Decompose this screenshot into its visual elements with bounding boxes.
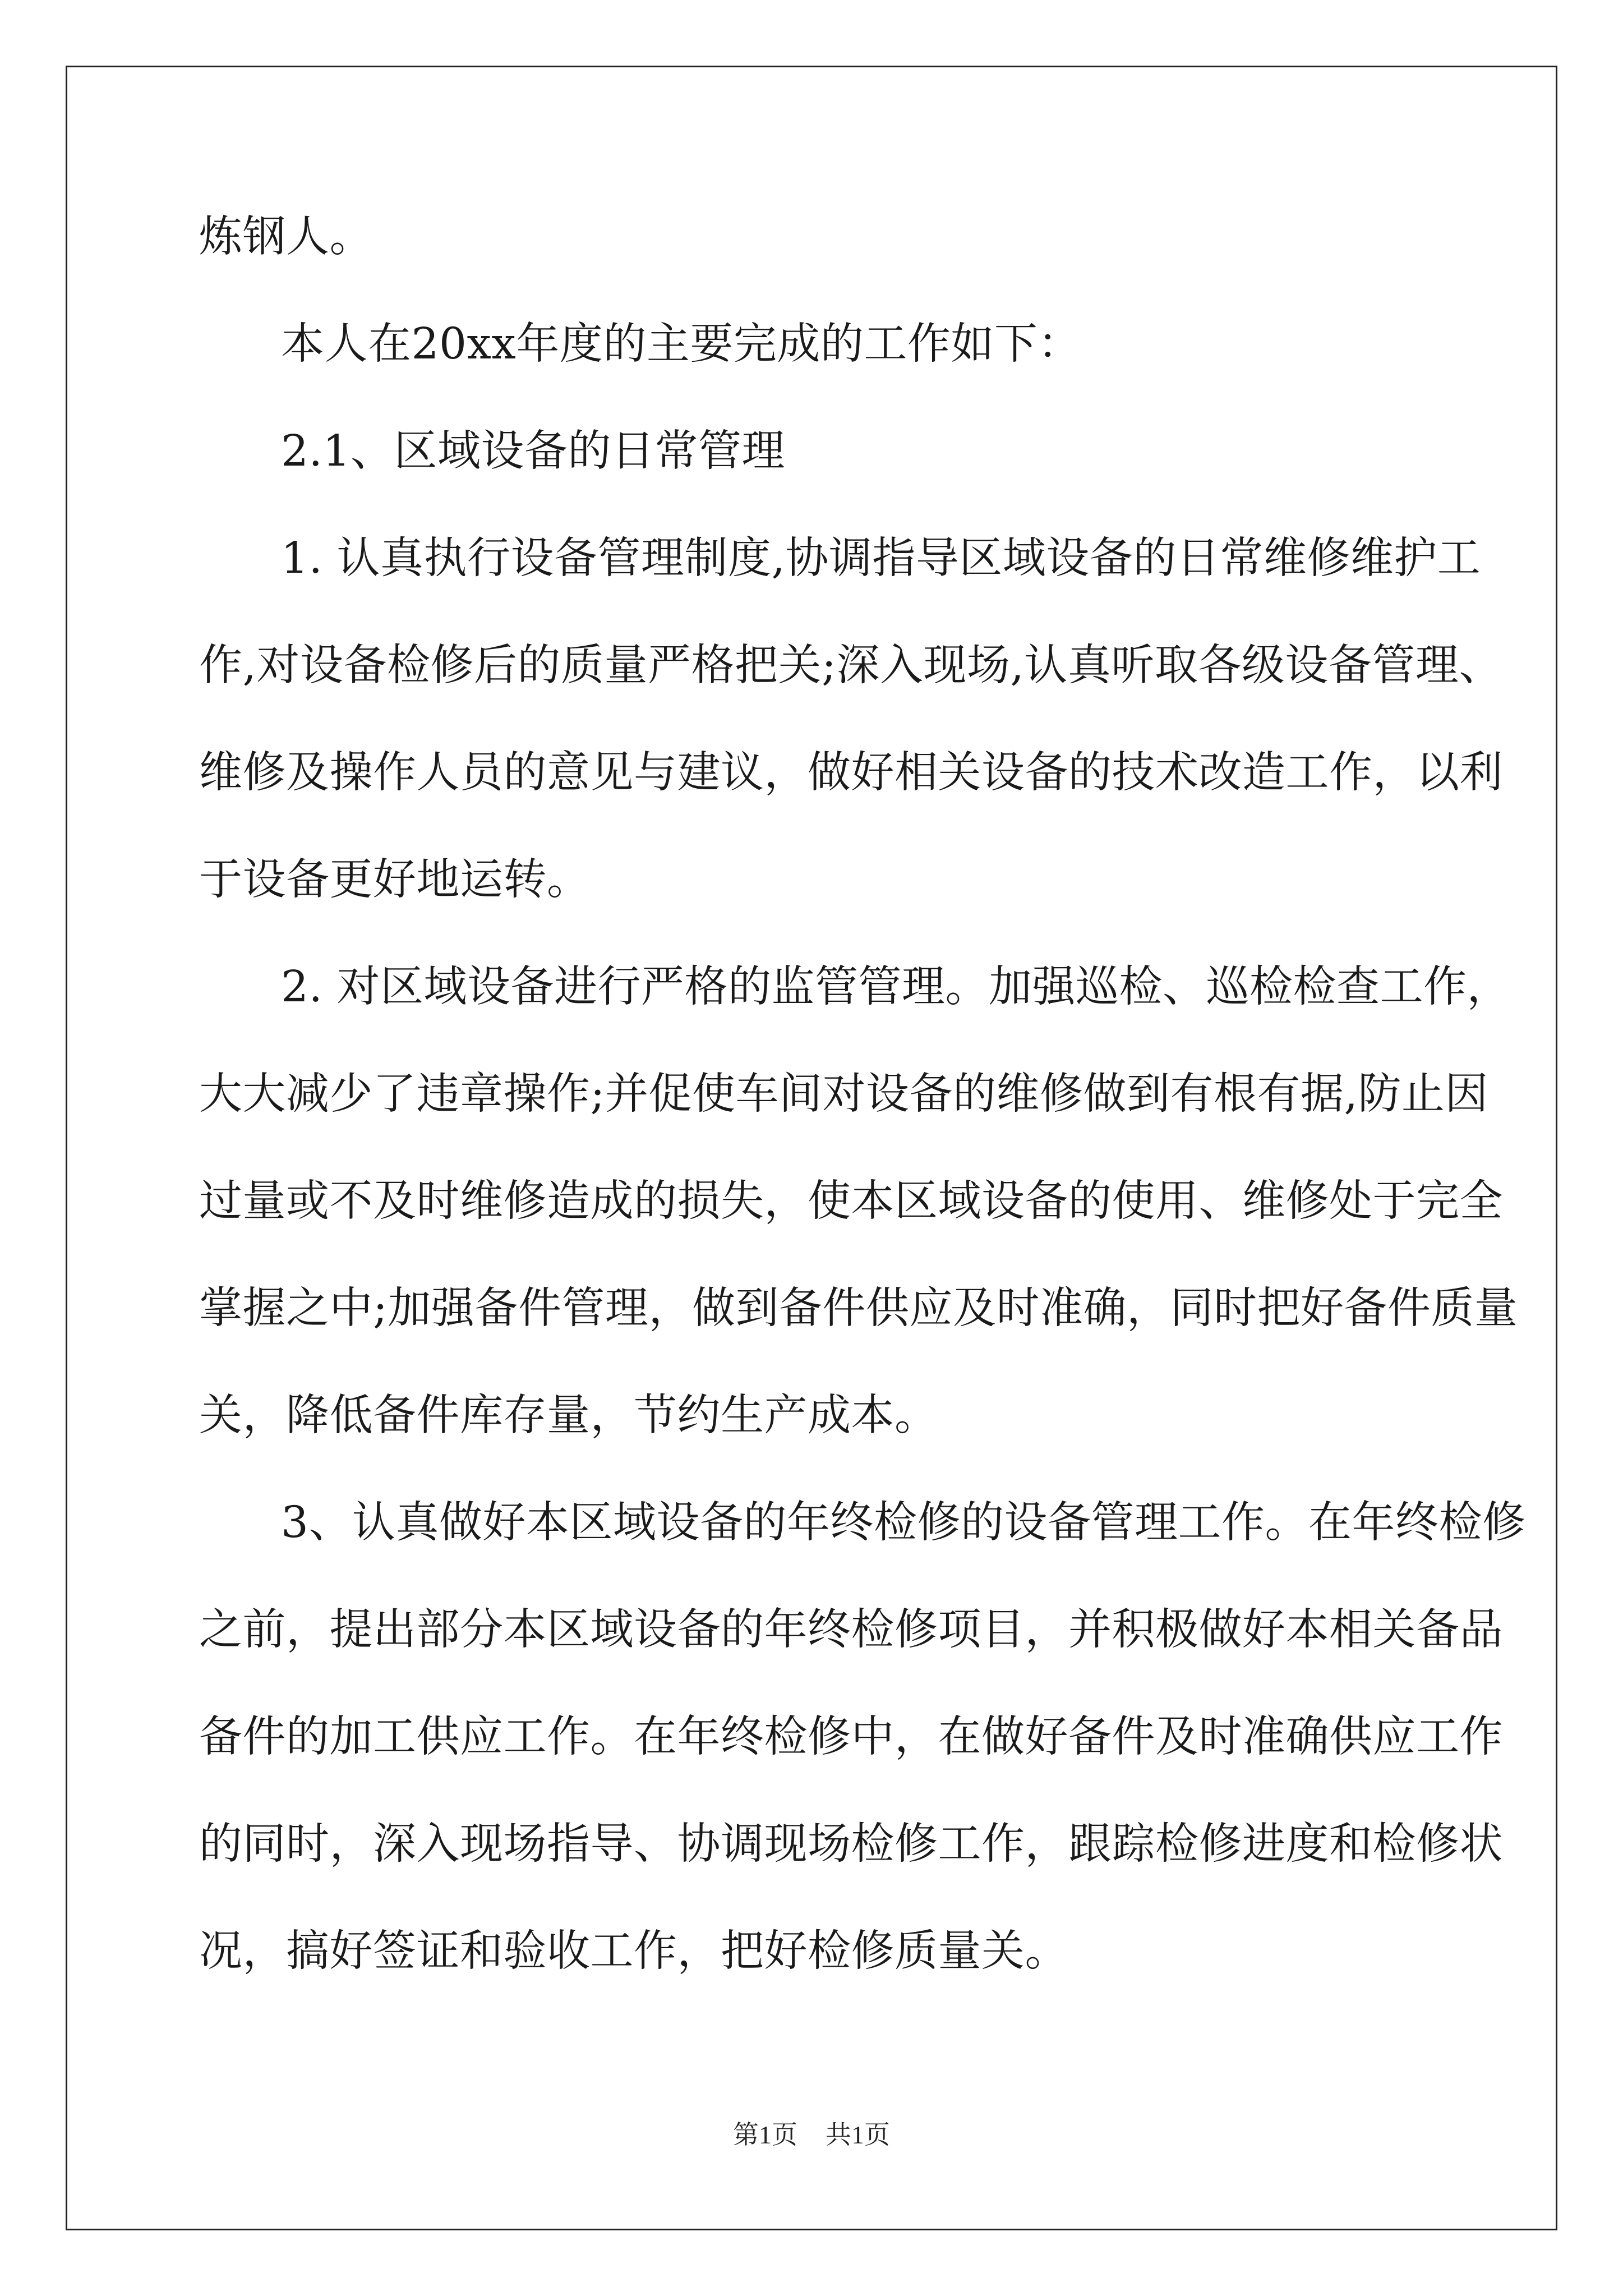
text-line: 备件的加工供应工作。在年终检修中，在做好备件及时准确供应工作 <box>199 1712 1503 1762</box>
text-line: 的同时，深入现场指导、协调现场检修工作，跟踪检修进度和检修状 <box>199 1819 1503 1869</box>
text-line: 过量或不及时维修造成的损失，使本区域设备的使用、维修处于完全 <box>199 1176 1503 1226</box>
text-line: 炼钢人。 <box>199 212 373 262</box>
text-line: 作,对设备检修后的质量严格把关;深入现场,认真听取各级设备管理、 <box>199 641 1502 691</box>
text-line: 关，降低备件库存量，节约生产成本。 <box>199 1391 938 1441</box>
page-footer <box>0 2118 1623 2152</box>
page-number-total: 共1页 <box>826 2120 890 2149</box>
text-line: 3、认真做好本区域设备的年终检修的设备管理工作。在年终检修 <box>281 1498 1526 1548</box>
page-number-current: 第1页 <box>733 2120 797 2149</box>
section-heading: 2.1、区域设备的日常管理 <box>281 426 785 476</box>
text-line: 掌握之中;加强备件管理，做到备件供应及时准确，同时把好备件质量 <box>199 1283 1518 1333</box>
text-line: 2. 对区域设备进行严格的监管管理。加强巡检、巡检检查工作， <box>281 962 1510 1012</box>
text-line: 本人在20xx年度的主要完成的工作如下： <box>281 319 1081 369</box>
text-line: 1. 认真执行设备管理制度,协调指导区域设备的日常维修维护工 <box>281 533 1481 583</box>
page-border <box>66 66 1557 2230</box>
text-line: 维修及操作人员的意见与建议，做好相关设备的技术改造工作，以利 <box>199 748 1503 798</box>
text-line: 大大减少了违章操作;并促使车间对设备的维修做到有根有据,防止因 <box>199 1069 1488 1119</box>
text-line: 之前，提出部分本区域设备的年终检修项目，并积极做好本相关备品 <box>199 1605 1503 1655</box>
text-line: 于设备更好地运转。 <box>199 855 591 905</box>
text-line: 况，搞好签证和验收工作，把好检修质量关。 <box>199 1926 1068 1976</box>
